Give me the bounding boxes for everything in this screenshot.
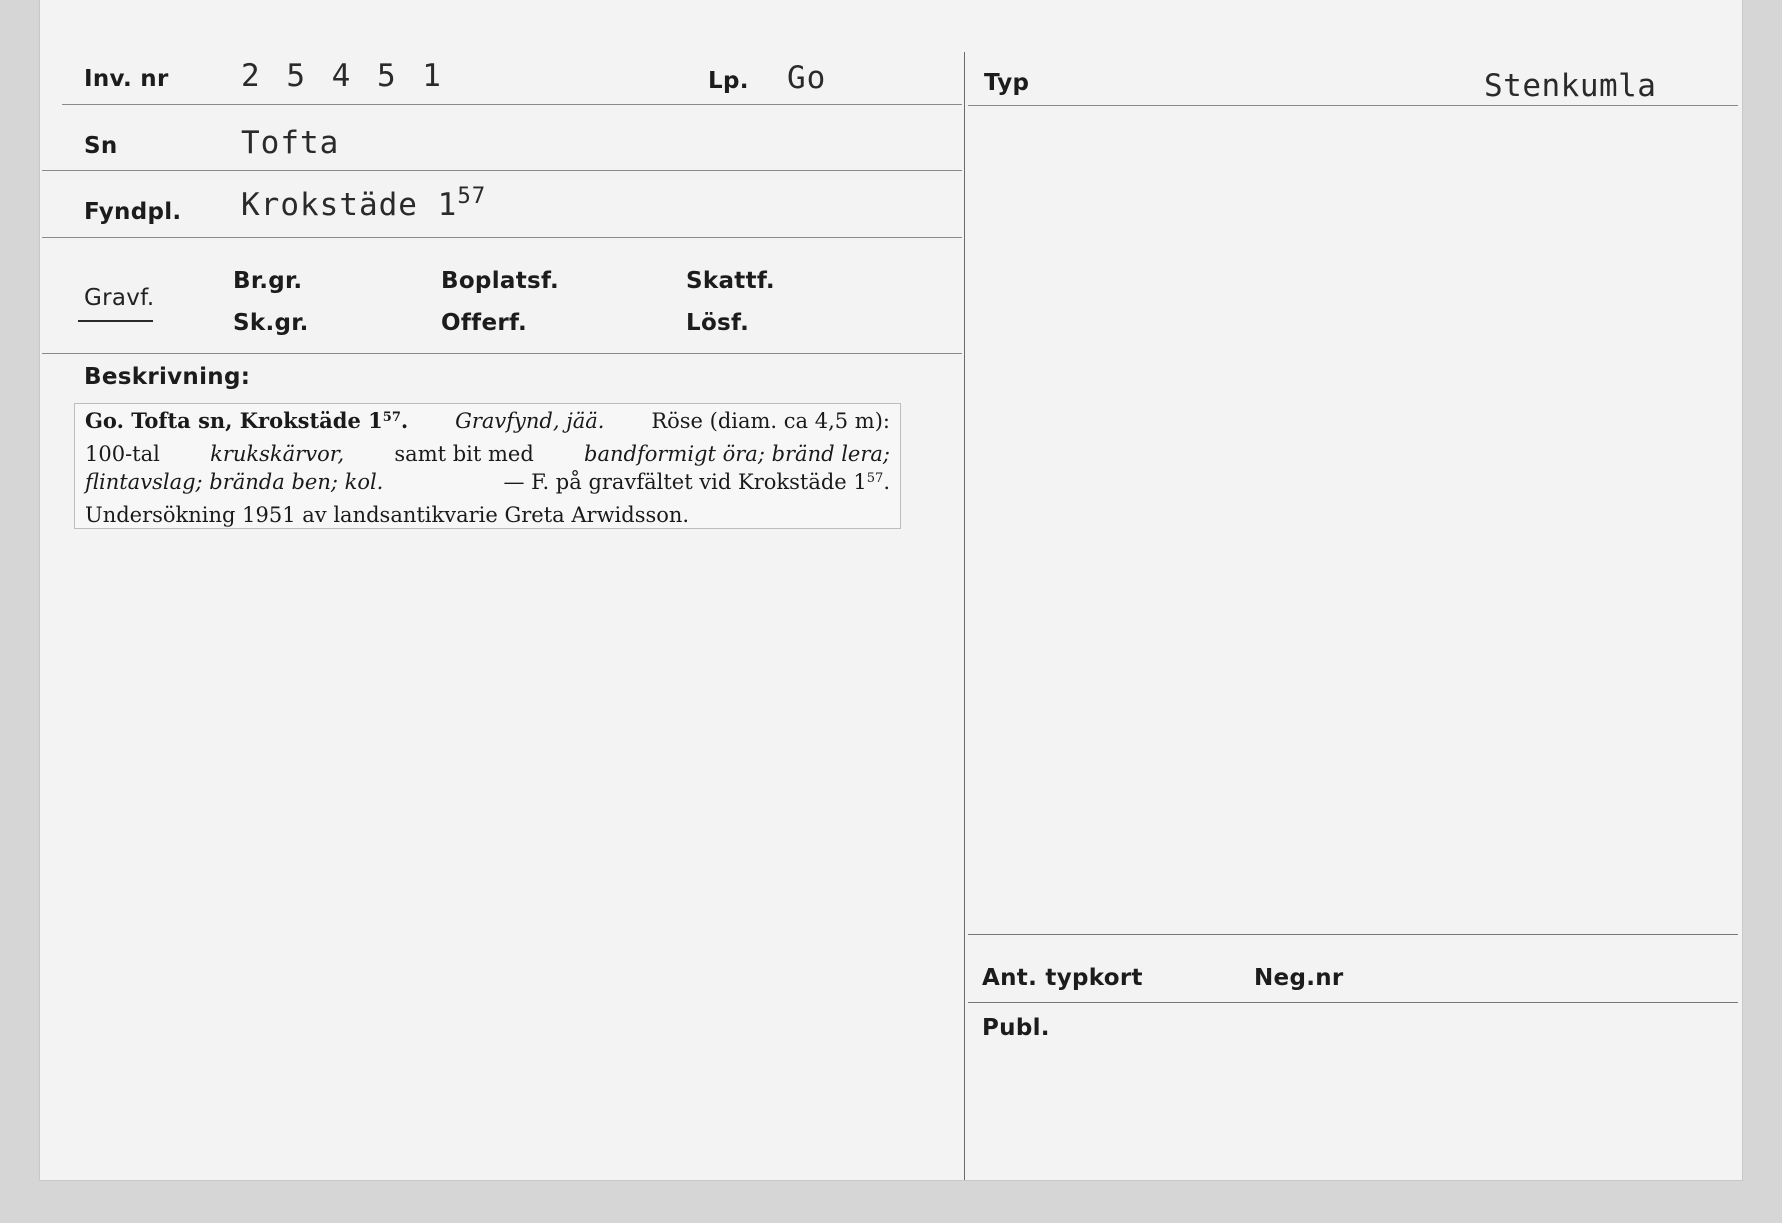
- lp-value: Go: [787, 60, 827, 96]
- column-divider: [964, 52, 965, 1180]
- description-sup: 57: [866, 470, 884, 486]
- description-text: 100-tal: [85, 441, 160, 466]
- skattf-label: Skattf.: [686, 268, 775, 294]
- typ-value: Stenkumla: [1484, 68, 1657, 104]
- losf-label: Lösf.: [686, 310, 750, 336]
- description-clipping: [74, 403, 901, 529]
- description-text: Undersökning 1951 av landsantikvarie Greta Arwidsson.: [85, 502, 690, 527]
- inv-nr-label: Inv. nr: [84, 66, 169, 92]
- description-line: [85, 407, 890, 440]
- divider-line: [968, 934, 1738, 935]
- fyndpl-sup: 57: [457, 182, 487, 209]
- gravf-underline: [78, 320, 153, 322]
- catalog-card: [40, 0, 1742, 1180]
- divider-line: [62, 104, 962, 105]
- typ-label: Typ: [984, 70, 1030, 96]
- br-gr-label: Br.gr.: [233, 268, 303, 294]
- inv-nr-value: 2 5 4 5 1: [241, 58, 445, 94]
- description-title-sup: 57: [382, 409, 401, 425]
- description-italic: krukskärvor,: [210, 441, 345, 466]
- lp-label: Lp.: [708, 68, 749, 94]
- fyndpl-main: Krokstäde 1: [241, 187, 458, 223]
- description-line: [85, 440, 890, 469]
- neg-nr-label: Neg.nr: [1254, 965, 1344, 991]
- description-line: [85, 468, 890, 501]
- description-text: samt bit med: [394, 441, 534, 466]
- beskrivning-label: Beskrivning:: [84, 364, 251, 390]
- divider-line: [42, 353, 962, 354]
- description-title: Go. Tofta sn, Krokstäde 1: [85, 408, 383, 433]
- divider-line: [968, 1002, 1738, 1003]
- sk-gr-label: Sk.gr.: [233, 310, 309, 336]
- gravf-label: Gravf.: [84, 285, 155, 311]
- description-italic: Gravfynd, jää.: [455, 409, 605, 433]
- description-text: Röse (diam. ca 4,5 m):: [651, 409, 890, 433]
- boplatsf-label: Boplatsf.: [441, 268, 560, 294]
- sn-label: Sn: [84, 133, 118, 159]
- divider-line: [42, 237, 962, 238]
- divider-line: [968, 105, 1738, 106]
- description-text-end: .: [883, 470, 890, 494]
- publ-label: Publ.: [982, 1015, 1050, 1041]
- description-text: — F. på gravfältet vid Krokstäde 1: [503, 470, 867, 494]
- description-italic: flintavslag; brända ben; kol.: [85, 470, 384, 494]
- description-title-end: .: [400, 408, 409, 433]
- fyndpl-label: Fyndpl.: [84, 199, 182, 225]
- fyndpl-value: [241, 182, 487, 223]
- offerf-label: Offerf.: [441, 310, 528, 336]
- ant-typkort-label: Ant. typkort: [982, 965, 1143, 991]
- sn-value: Tofta: [241, 125, 340, 161]
- description-line: [85, 501, 890, 530]
- description-italic: bandformigt öra; bränd lera;: [584, 441, 890, 466]
- divider-line: [42, 170, 962, 171]
